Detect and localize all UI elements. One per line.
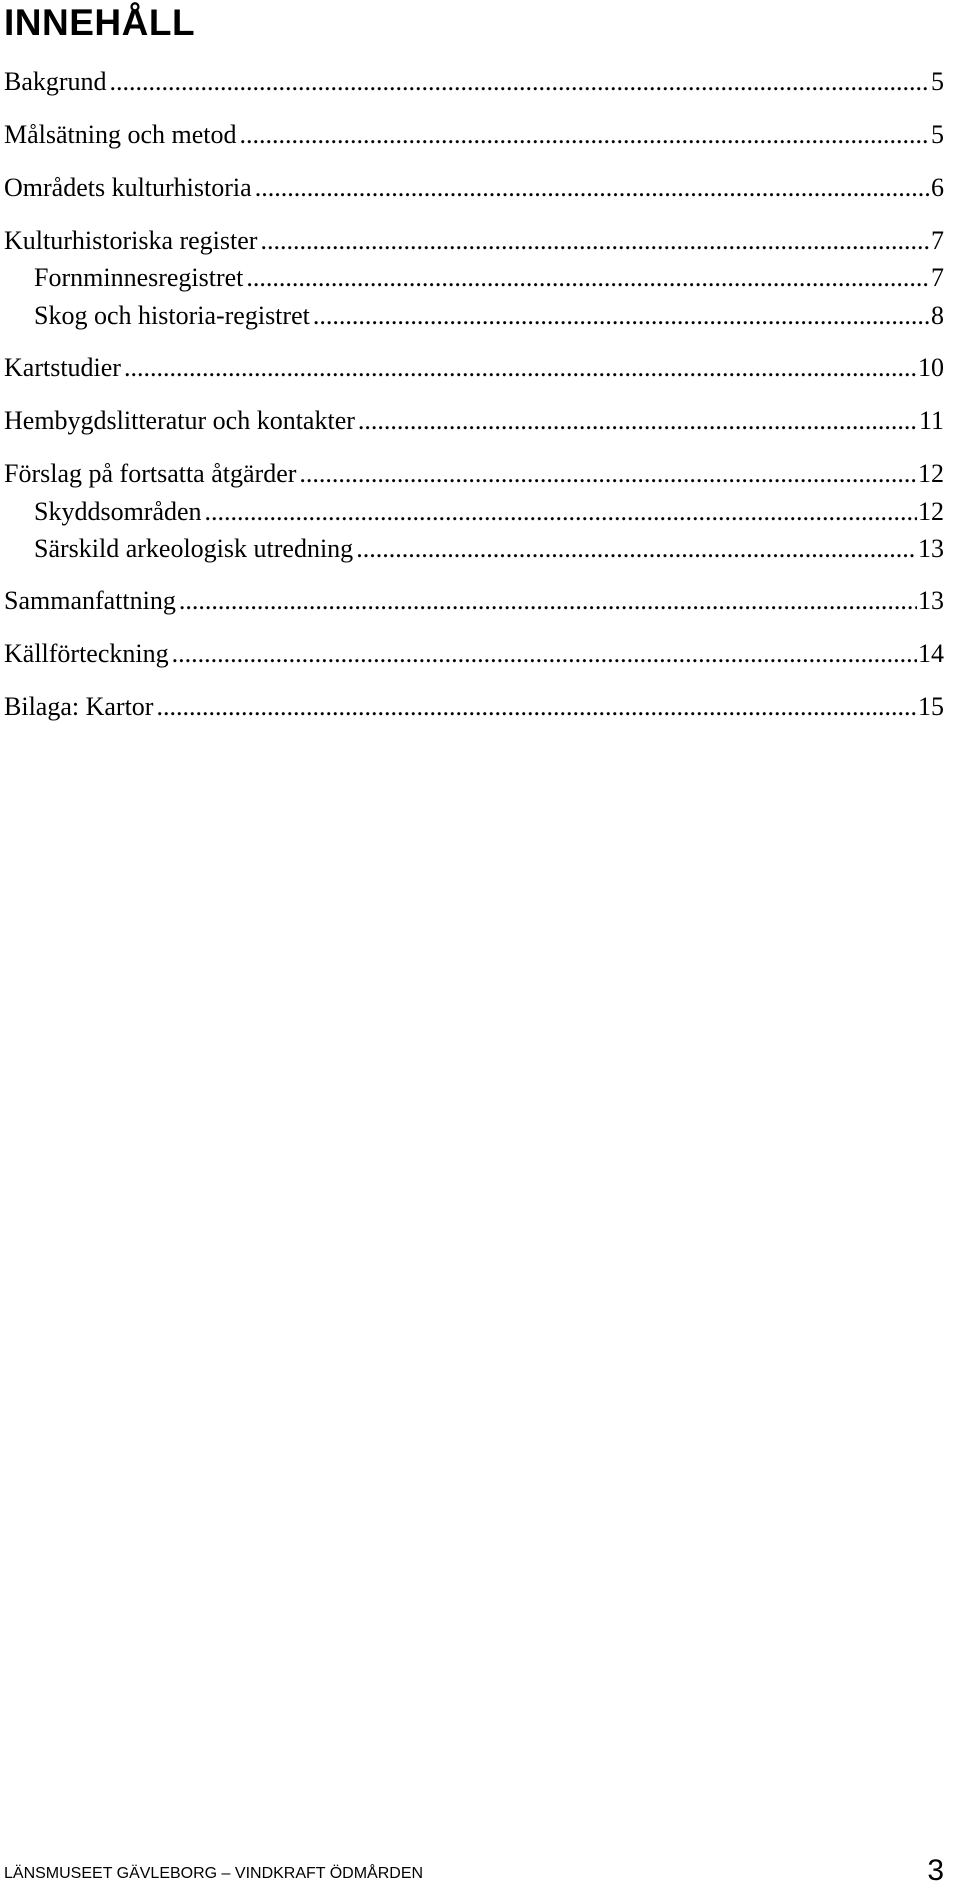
toc-entry[interactable] [4, 691, 944, 723]
toc-dot-leader [110, 66, 930, 98]
toc-dot-leader [255, 172, 930, 204]
toc-entry-page: 7 [931, 263, 944, 292]
toc-dot-leader [246, 262, 930, 294]
toc-entry-page: 12 [918, 497, 944, 526]
toc-entry[interactable] [4, 638, 944, 670]
toc-dot-leader [356, 533, 917, 565]
toc-entry[interactable] [34, 262, 944, 294]
toc-entry-page: 11 [918, 406, 944, 435]
toc-dot-leader [205, 496, 917, 528]
toc-dot-leader [358, 405, 918, 437]
toc-entry-label: Bilaga: Kartor [4, 692, 154, 721]
toc-entry-label: Särskild arkeologisk utredning [34, 534, 354, 563]
toc-dot-leader [156, 691, 917, 723]
toc-entry[interactable] [4, 352, 944, 384]
toc-dot-leader [172, 638, 917, 670]
toc-entry-label: Skog och historia-registret [34, 301, 310, 330]
toc-entry-label: Fornminnesregistret [34, 263, 244, 292]
toc-entry-page: 12 [918, 459, 944, 488]
page-number: 3 [927, 1854, 944, 1887]
toc-entry-page: 13 [918, 586, 944, 615]
toc-entry-label: Förslag på fortsatta åtgärder [4, 459, 297, 488]
toc-entry-page: 8 [931, 301, 944, 330]
toc-dot-leader [179, 585, 917, 617]
toc-dot-leader [260, 225, 930, 257]
toc-entry-label: Kartstudier [4, 353, 121, 382]
toc-entry[interactable] [34, 496, 944, 528]
toc-entry-page: 7 [931, 226, 944, 255]
toc-entry-label: Bakgrund [4, 67, 107, 96]
toc-entry-label: Källförteckning [4, 639, 169, 668]
toc-entry-label: Hembygdslitteratur och kontakter [4, 406, 355, 435]
toc-entry-page: 5 [931, 67, 944, 96]
toc-entry-label: Kulturhistoriska register [4, 226, 258, 255]
toc-dot-leader [124, 352, 917, 384]
toc-entry[interactable] [34, 533, 944, 565]
toc-entry[interactable] [34, 300, 944, 332]
toc-entry-page: 13 [918, 534, 944, 563]
toc-entry[interactable] [4, 119, 944, 151]
toc-entry-label: Skyddsområden [34, 497, 202, 526]
toc-entry-page: 10 [918, 353, 944, 382]
toc-entry[interactable] [4, 405, 944, 437]
toc-entry[interactable] [4, 172, 944, 204]
toc-entry-label: Sammanfattning [4, 586, 176, 615]
page-title: INNEHÅLL [4, 2, 196, 43]
toc-entry-page: 14 [918, 639, 944, 668]
toc-dot-leader [240, 119, 930, 151]
toc-dot-leader [313, 300, 930, 332]
toc-entry[interactable] [4, 66, 944, 98]
toc-entry-page: 5 [931, 120, 944, 149]
toc-entry-label: Områdets kulturhistoria [4, 173, 252, 202]
toc-entry[interactable] [4, 458, 944, 490]
toc-entry[interactable] [4, 225, 944, 257]
footer-text: LÄNSMUSEET GÄVLEBORG – VINDKRAFT ÖDMÅRDEN [4, 1865, 424, 1882]
toc-entry[interactable] [4, 585, 944, 617]
toc-entry-label: Målsätning och metod [4, 120, 237, 149]
toc-entry-page: 6 [931, 173, 944, 202]
toc-entry-page: 15 [918, 692, 944, 721]
toc-dot-leader [299, 458, 917, 490]
